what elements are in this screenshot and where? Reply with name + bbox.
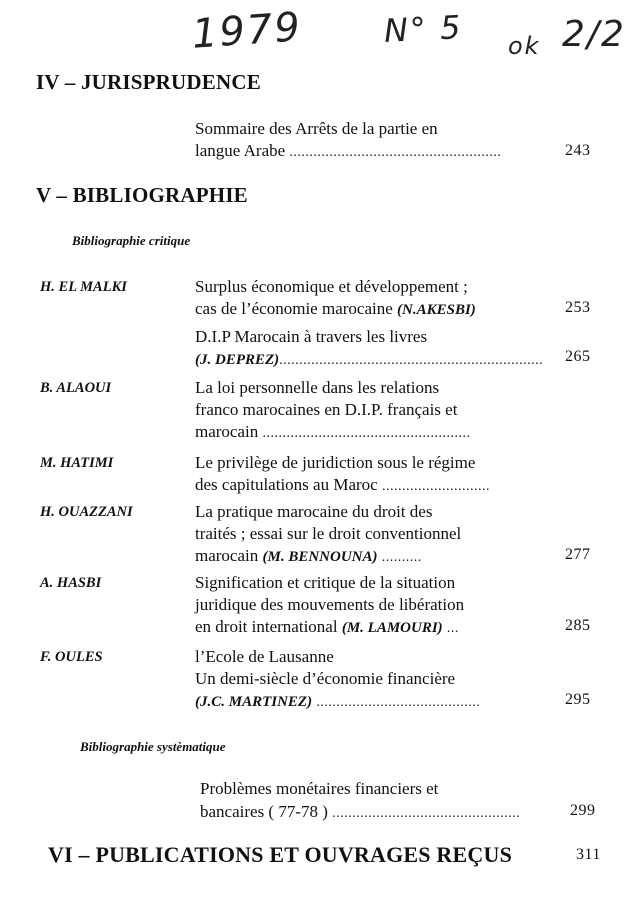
entry-title-line: Surplus économique et développement ; [195,277,468,296]
reviewer-name: (N.AKESBI) [397,302,476,318]
section-iv-entry-text: langue Arabe [195,141,286,160]
entry-text: des capitulations au Maroc [195,475,378,494]
leader-dots: .................................................................. [279,353,544,368]
handwritten-fraction: 2/2 [562,14,626,55]
section-iv-entry-page: 243 [565,142,591,159]
author-alaoui: B. ALAOUI [40,380,112,396]
section-vi-title: VI – PUBLICATIONS ET OUVRAGES REÇUS [48,842,513,867]
entry-title-line [195,421,471,445]
entry-title-line: Le privilège de juridiction sous le régime [195,453,476,472]
leader-dots: ..................................................... [289,145,502,160]
entry-text: en droit international [195,617,338,636]
section-iv-entry-line2 [195,140,501,164]
author-hasbi: A. HASBI [40,575,102,591]
entry-title-line [195,545,422,569]
entry-page-number: 295 [565,691,591,708]
leader-dots: ............................................... [332,806,521,821]
entry-page-number: 265 [565,348,591,365]
leader-dots: ... [446,621,459,636]
entry-title-line: Signification et critique de la situation [195,573,456,592]
reviewer-name: (M. LAMOURI) [341,620,443,636]
entry-title-line: franco marocaines en D.I.P. français et [195,400,458,419]
reviewer-name: (J. DEPREZ) [195,352,280,368]
entry-title-line: La loi personnelle dans les relations [195,378,440,397]
entry-title-line: Un demi-siècle d’économie financière [195,669,456,688]
reviewer-name: (M. BENNOUNA) [262,549,378,565]
entry-title-line [195,616,459,640]
reviewer-name: (J.C. MARTINEZ) [195,694,313,710]
section-vi-page: 311 [576,846,601,863]
author-oules: F. OULES [40,649,103,665]
entry-text: marocain [195,422,259,441]
entry-title-line: La pratique marocaine du droit des [195,502,433,521]
systematique-entry-page: 299 [570,802,596,819]
bibliographie-systematique-label: Bibliographie systèmatique [80,739,226,754]
systematique-entry-line2 [200,801,520,825]
entry-title-line: juridique des mouvements de libération [195,595,465,614]
entry-title-line [195,348,543,372]
section-iv-entry-line1: Sommaire des Arrêts de la partie en [195,119,438,138]
handwritten-ok: ok [508,32,541,60]
leader-dots: ........................... [381,479,490,494]
author-ouazzani: H. OUAZZANI [40,504,133,520]
handwritten-year: 1979 [190,4,304,58]
systematique-entry-line1: Problèmes monétaires financiers et [200,779,439,798]
entry-text: marocain [195,546,259,565]
entry-title-line: traités ; essai sur le droit conventionnel [195,524,462,543]
entry-page-number: 253 [565,299,591,316]
leader-dots: .......... [381,550,422,565]
entry-title-line: l’Ecole de Lausanne [195,647,334,666]
entry-title-line [195,298,476,321]
entry-title-line [195,690,480,714]
entry-page-number: 277 [565,546,591,563]
bibliographie-critique-label: Bibliographie critique [72,233,191,248]
entry-page-number: 285 [565,617,591,634]
leader-dots: ......................................... [316,695,481,710]
entry-text: bancaires ( 77-78 ) [200,802,328,821]
leader-dots: .................................................... [262,426,471,441]
handwritten-number: N° 5 [383,7,464,51]
section-v-title: V – BIBLIOGRAPHIE [36,183,248,207]
entry-text: cas de l’économie marocaine [195,299,393,318]
entry-title-line: D.I.P Marocain à travers les livres [195,327,428,346]
entry-title-line [195,474,490,498]
section-iv-title: IV – JURISPRUDENCE [36,70,261,94]
author-hatimi: M. HATIMI [40,455,114,471]
author-el-malki: H. EL MALKI [40,279,127,295]
